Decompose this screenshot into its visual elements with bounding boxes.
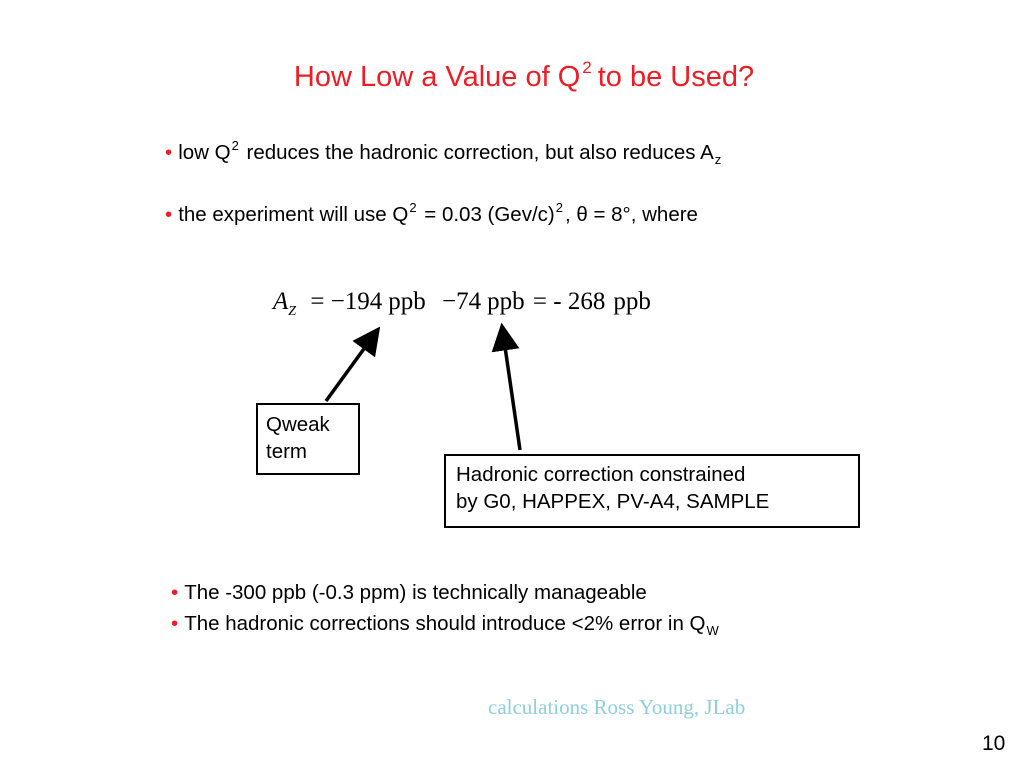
eq-term-qweak: −194 [330, 288, 383, 315]
credit-note: calculations Ross Young, JLab [488, 695, 746, 719]
title-superscript: 2 [582, 58, 592, 77]
bullet-text-cont: , θ = 8°, where [564, 203, 698, 226]
hadronic-correction-box [444, 454, 860, 528]
hadronic-box-line-1: Hadronic correction constrained [456, 463, 746, 486]
eq-unit-2: ppb [487, 288, 525, 315]
bullet-superscript: 2 [231, 138, 239, 153]
qweak-box-line-2: term [266, 440, 307, 463]
hadronic-arrow [503, 333, 520, 450]
title-tail: to be Used? [597, 61, 755, 93]
eq-unit-1: ppb [388, 288, 426, 315]
title-text: How Low a Value of Q [293, 61, 581, 93]
eq-unit-3: ppb [613, 288, 651, 315]
eq-term-hadronic: −74 [442, 288, 482, 315]
bullet-text: the experiment will use Q [178, 203, 409, 226]
bullet-text-cont: reduces the hadronic correction, but also reduces A [240, 141, 714, 164]
eq-equals-1: = [310, 288, 325, 315]
eq-lhs-subscript: Z [288, 304, 297, 319]
bullet-subscript: W [706, 623, 719, 638]
hadronic-box-line-2: by G0, HAPPEX, PV-A4, SAMPLE [456, 490, 770, 513]
eq-lhs: A [273, 288, 289, 315]
eq-equals-2: = [532, 288, 548, 315]
bullet-marker: • [171, 581, 179, 604]
bullet-marker: • [171, 612, 179, 635]
bullet-text: The -300 ppb (-0.3 ppm) is technically manageable [184, 581, 647, 604]
bullet-text-mid: = 0.03 (Gev/c) [418, 203, 555, 226]
qweak-arrow [326, 335, 374, 401]
bullet-marker: • [165, 203, 173, 226]
bullet-subscript: z [714, 152, 722, 167]
eq-total: - 268 [553, 288, 606, 315]
qweak-box-line-1: Qweak [266, 413, 330, 436]
bullet-hadronic-error [171, 612, 719, 638]
bullet-superscript-2: 2 [555, 200, 563, 215]
bullet-text: low Q [178, 141, 231, 164]
bullet-manageable [171, 581, 647, 605]
bullet-superscript: 2 [409, 200, 417, 215]
bullet-marker: • [165, 141, 173, 164]
page-number: 10 [982, 732, 1006, 755]
bullet-text: The hadronic corrections should introduce <2% error in Q [184, 612, 706, 635]
qweak-term-box [256, 403, 360, 475]
